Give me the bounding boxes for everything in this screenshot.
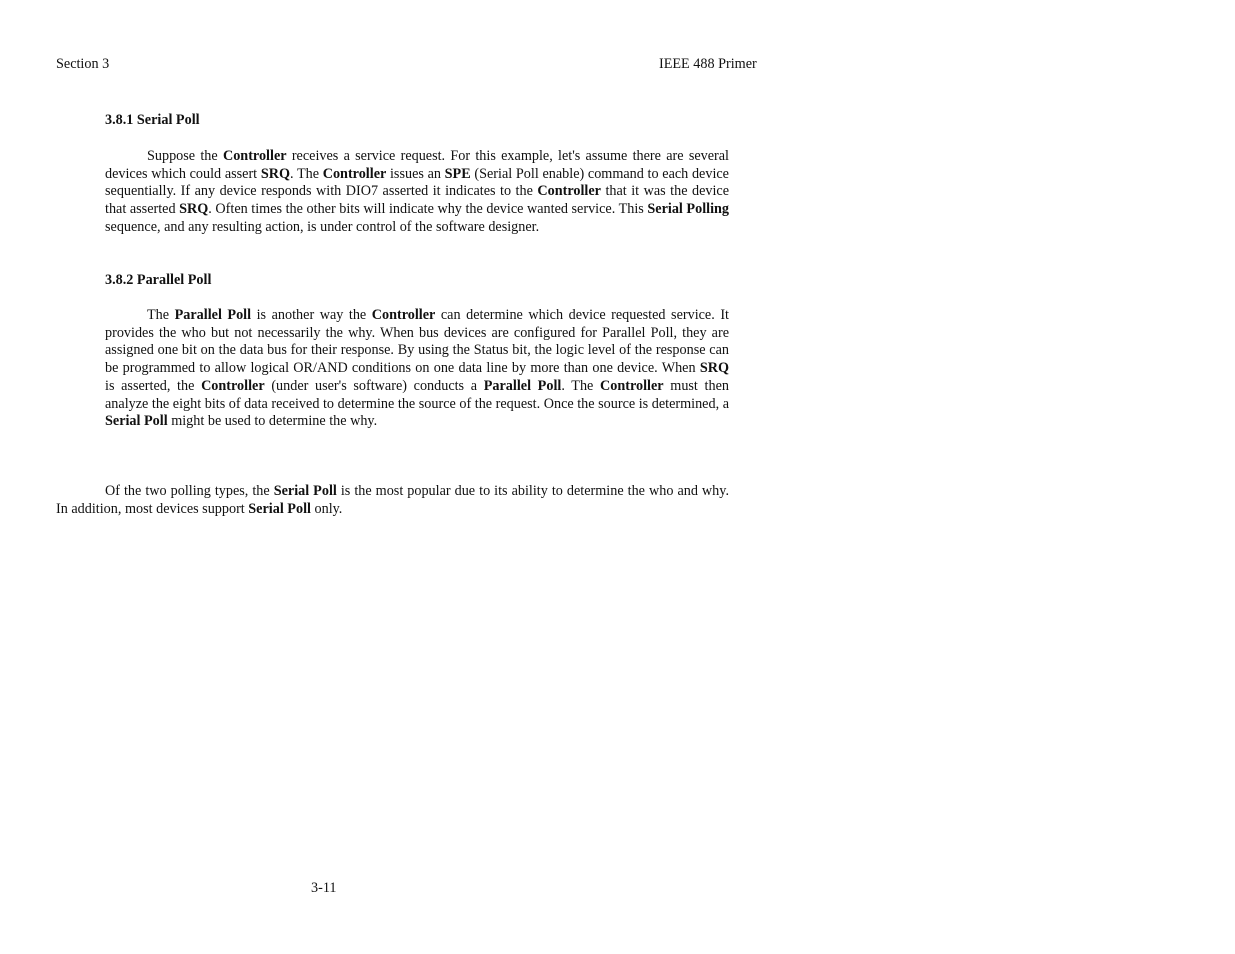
paragraph-polling-summary: Of the two polling types, the Serial Poll is the most popular due to its ability to determine the who and why. In addition, most devices support Serial Poll only. [56,483,729,517]
bold-term: SPE [444,165,471,182]
running-header-section: Section 3 [56,56,110,72]
bold-term: Serial Polling [647,201,729,218]
bold-term: SRQ [699,360,729,377]
paragraph-parallel-poll: The Parallel Poll is another way the Controller can determine which device requested service. It provides the who but not necessarily the why. When bus devices are configured for Parallel Poll, they are assigned one bit on the data bus for their response. By using the Status bit, the logic level of the response can be programmed to allow logical OR/AND conditions on one data line by more than one device. When SRQ is asserted, the Controller (under user's software) conducts a Parallel Poll. The Controller must then analyze the eight bits of data received to determine the source of the request. Once the source is determined, a Serial Poll might be used to determine the why. [105,307,729,430]
page-number: 3-11 [311,880,337,896]
bold-term: Serial Poll [273,483,337,499]
bold-term: Controller [201,377,265,394]
bold-term: Controller [371,307,436,323]
bold-term: Serial Poll [248,500,311,517]
bold-term: Controller [322,165,387,182]
bold-term: Controller [537,183,601,200]
bold-term: Parallel Poll [483,377,562,394]
bold-term: Controller [222,148,287,164]
section-heading-serial-poll: 3.8.1 Serial Poll [105,112,200,128]
section-heading-parallel-poll: 3.8.2 Parallel Poll [105,272,212,288]
bold-term: SRQ [179,201,209,218]
paragraph-serial-poll: Suppose the Controller receives a service request. For this example, let's assume there are several devices which could assert SRQ. The Controller issues an SPE (Serial Poll enable) command to each device sequentially. If any device responds with DIO7 asserted it indicates to the Controller that it was the device that asserted SRQ. Often times the other bits will indicate why the device wanted service. This Serial Polling sequence, and any resulting action, is under control of the software designer. [105,148,730,235]
bold-term: Controller [600,377,664,394]
running-header-title: IEEE 488 Primer [659,56,757,72]
bold-term: Parallel Poll [174,307,252,323]
bold-term: Serial Poll [105,413,168,430]
bold-term: SRQ [260,165,290,182]
